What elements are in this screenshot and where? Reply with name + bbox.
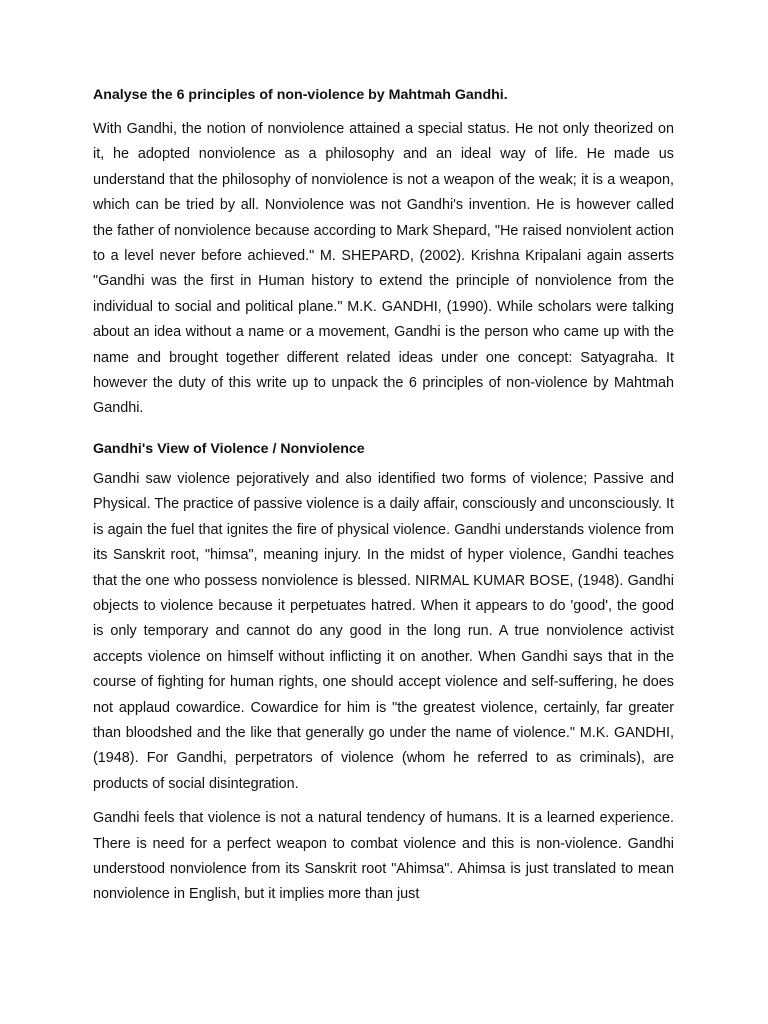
paragraph-violence-view: Gandhi saw violence pejoratively and also identified two forms of violence; Passive and Physical. The practice of passive violence is a daily affair, consciously and unconsciously. It is again the fuel that ignites the fire of physical violence. Gandhi understands violence from its Sanskrit root, "himsa", meaning injury. In the midst of hyper violence, Gandhi teaches that the one who possess nonviolence is blessed. NIRMAL KUMAR BOSE, (1948). Gandhi objects to violence because it perpetuates hatred. When it appears to do 'good', the good is only temporary and cannot do any good in the long run. A true nonviolence activist accepts violence on himself without inflicting it on another. When Gandhi says that in the course of fighting for human rights, one should accept violence and self-suffering, he does not applaud cowardice. Cowardice for him is "the greatest violence, certainly, far greater than bloodshed and the like that generally go under the name of violence." M.K. GANDHI, (1948). For Gandhi, perpetrators of violence (whom he referred to as criminals), are products of social disintegration. <box>93 470 674 792</box>
paragraph-ahimsa: Gandhi feels that violence is not a natural tendency of humans. It is a learned experience. There is need for a perfect weapon to combat violence and this is non-violence. Gandhi understood nonviolence from its Sanskrit root "Ahimsa". Ahimsa is just translated to mean nonviolence in English, but it implies more than just <box>93 810 674 903</box>
section-heading: Gandhi's View of Violence / Nonviolence <box>93 440 365 457</box>
document-title: Analyse the 6 principles of non-violence by Mahtmah Gandhi. <box>93 87 508 103</box>
paragraph-intro: With Gandhi, the notion of nonviolence attained a special status. He not only theorized on it, he adopted nonviolence as a philosophy and an ideal way of life. He made us understand that the philosophy of nonviolence is not a weapon of the weak; it is a weapon, which can be tried by all. Nonviolence was not Gandhi's invention. He is however called the father of nonviolence because according to Mark Shepard, "He raised nonviolent action to a level never before achieved." M. SHEPARD, (2002). Krishna Kripalani again asserts "Gandhi was the first in Human history to extend the principle of nonviolence from the individual to social and political plane." M.K. GANDHI, (1990). While scholars were talking about an idea without a name or a movement, Gandhi is the person who came up with the name and brought together different related ideas under one concept: Satyagraha. It however the duty of this write up to unpack the 6 principles of non-violence by Mahtmah Gandhi. <box>93 121 674 417</box>
document-body <box>93 85 674 917</box>
